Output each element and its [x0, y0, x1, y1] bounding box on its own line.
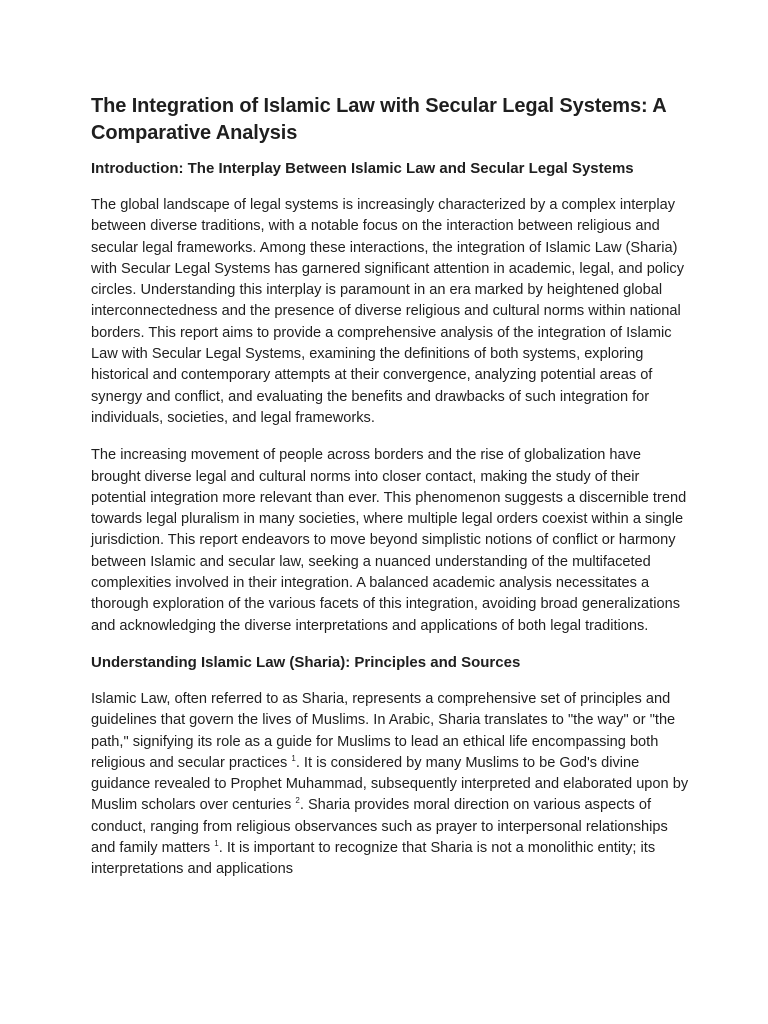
- text-segment: . Sharia provides moral direction on various aspects of conduct, ranging from religious observances such as prayer to interpersonal relationships and family matters: [91, 797, 668, 857]
- footnote-ref[interactable]: 1: [291, 753, 296, 763]
- footnote-ref[interactable]: 2: [295, 796, 300, 806]
- paragraph-introduction-1: The global landscape of legal systems is increasingly characterized by a complex interplay between diverse traditions, with a notable focus on the interaction between religious and secular legal frameworks. Among these interactions, the integration of Islamic Law (Sharia) with Secular Legal Systems has garnered significant attention in academic, legal, and policy circles. Understanding this interplay is paramount in an era marked by heightened global interconnectedness and the presence of diverse religious and cultural norms within national borders. This report aims to provide a comprehensive analysis of the integration of Islamic Law with Secular Legal Systems, examining the definitions of both systems, exploring historical and contemporary attempts at their convergence, analyzing potential areas of synergy and conflict, and evaluating the benefits and drawbacks of such integration for individuals, societies, and legal frameworks.: [91, 197, 684, 426]
- text-segment: . It is considered by many Muslims to be God's divine guidance revealed to Prophet Muhammad, subsequently interpreted and elaborated upon by Muslim scholars over centuries: [91, 754, 689, 814]
- text-segment: . It is important to recognize that Sharia is not a monolithic entity; its interpretations and applications: [91, 840, 656, 878]
- paragraph-introduction-2: The increasing movement of people across borders and the rise of globalization have brought diverse legal and cultural norms into closer contact, making the study of their potential integration more relevant than ever. This phenomenon suggests a discernible trend towards legal pluralism in many societies, where multiple legal orders coexist within a single jurisdiction. This report endeavors to move beyond simplistic notions of conflict or harmony between Islamic and secular law, seeking a nuanced understanding of the multifaceted complexities involved in their integration. A balanced academic analysis necessitates a thorough exploration of the various facets of this integration, avoiding broad generalizations and acknowledging the diverse interpretations and applications of both legal traditions.: [91, 447, 687, 634]
- footnote-ref[interactable]: 1: [214, 839, 219, 849]
- section-heading-understanding-sharia: Understanding Islamic Law (Sharia): Principles and Sources: [91, 653, 521, 671]
- document-page: [91, 93, 691, 881]
- document-title: The Integration of Islamic Law with Secular Legal Systems: A Comparative Analysis: [91, 95, 666, 144]
- section-heading-introduction: Introduction: The Interplay Between Islamic Law and Secular Legal Systems: [91, 160, 634, 177]
- paragraph-sharia-1: [91, 689, 691, 881]
- text-segment: Islamic Law, often referred to as Sharia, represents a comprehensive set of principles and guidelines that govern the lives of Muslims. In Arabic, Sharia translates to "the way" or "the path," signifying its role as a guide for Muslims to lead an ethical life encompassing both religious and secular practices: [91, 690, 676, 771]
